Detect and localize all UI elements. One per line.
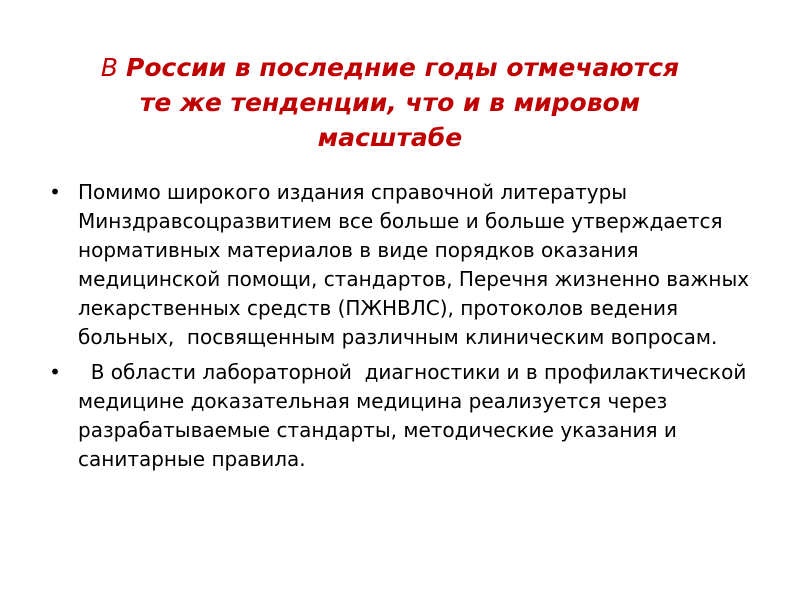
bullet-item	[40, 178, 780, 352]
slide-title-text: России в последние годы отмечаются те же тенденции, что и в мировом масштабе	[126, 53, 680, 152]
slide-title-prefix: В	[100, 53, 127, 82]
bullet-item	[40, 358, 780, 474]
bullet-marker: •	[49, 360, 61, 384]
slide-title	[100, 50, 680, 155]
bullet-text: В области лабораторной диагностики и в профилактической медицине доказательная медицина реализуется через разрабатываемые стандарты, методические указания и санитарные правила.	[78, 360, 760, 471]
bullet-list	[40, 178, 780, 480]
bullet-text: Помимо широкого издания справочной литературы Минздравсоцразвитием все больше и больше утверждается нормативных материалов в виде порядков оказания медицинской помощи, стандартов, Перечня жизненно важных лекарственных средств (ПЖНВЛС), протоколов ведения больных, посвященным различным клиническим вопросам.	[78, 180, 756, 349]
bullet-marker: •	[49, 180, 61, 204]
